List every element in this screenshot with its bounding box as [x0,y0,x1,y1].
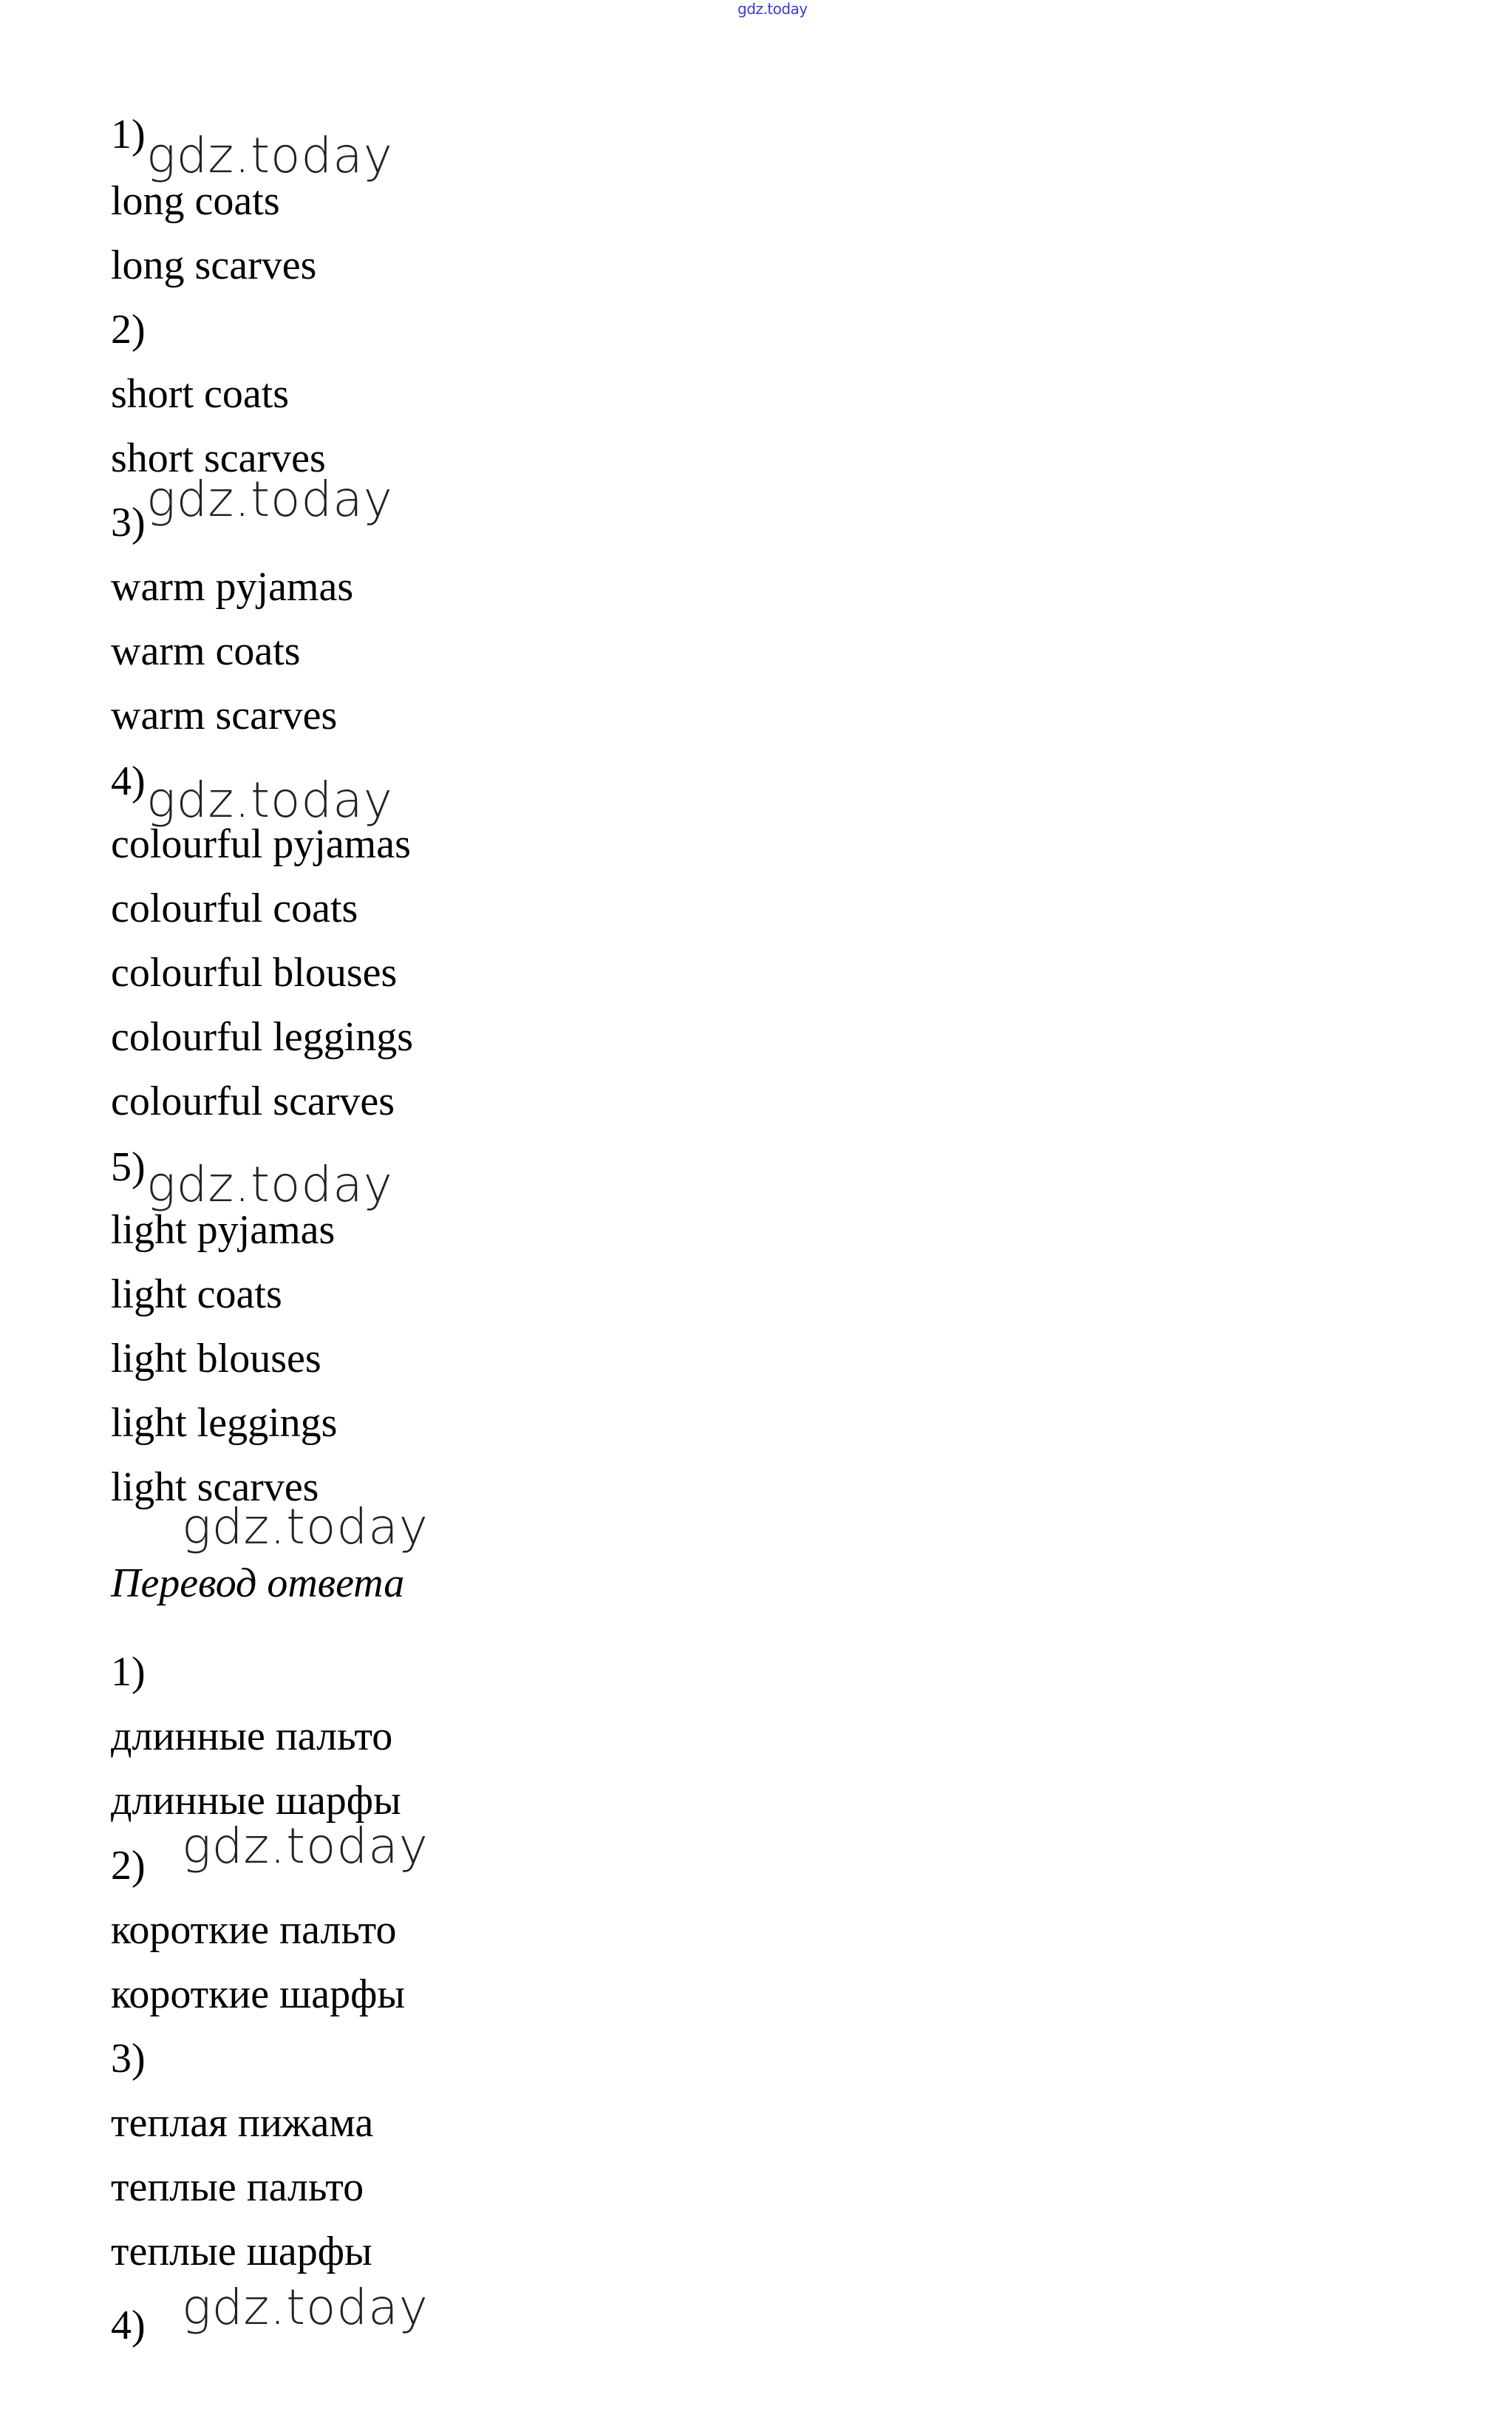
watermark-text: gdz.today [146,1156,393,1213]
item-number: 4) [111,2303,146,2348]
answer-line: colourful blouses [111,950,398,996]
answer-line: теплая пижама [111,2100,374,2146]
answer-line: теплые шарфы [111,2229,372,2274]
answer-line: короткие пальто [111,1907,397,1953]
item-number: 1) [111,112,146,157]
answer-line: long coats [111,178,280,224]
answer-line: теплые пальто [111,2164,364,2210]
answer-line: colourful leggings [111,1014,414,1060]
watermark-text: gdz.today [146,127,393,184]
watermark-text: gdz.today [146,471,393,528]
answer-line: light scarves [111,1464,319,1510]
answer-line: warm pyjamas [111,564,354,610]
header-watermark: gdz.today [738,0,808,18]
watermark-text: gdz.today [182,1498,429,1555]
answer-line: short coats [111,371,290,417]
answer-line: colourful coats [111,886,358,931]
item-number: 2) [111,307,146,353]
item-number: 3) [111,2036,146,2082]
answer-line: long scarves [111,242,317,288]
item-number: 2) [111,1843,146,1889]
answer-line: warm scarves [111,693,338,738]
answer-line: light blouses [111,1336,321,1382]
item-number: 4) [111,758,146,804]
watermark-text: gdz.today [146,772,393,829]
watermark-text: gdz.today [182,2279,429,2336]
translation-heading: Перевод ответа [111,1560,405,1606]
answer-line: colourful scarves [111,1078,395,1124]
answer-line: light coats [111,1271,282,1317]
answer-line: длинные шарфы [111,1778,401,1824]
answer-line: colourful pyjamas [111,821,411,867]
item-number: 3) [111,500,146,546]
item-number: 1) [111,1649,146,1695]
answer-line: light pyjamas [111,1207,336,1253]
answer-line: warm coats [111,628,301,674]
item-number: 5) [111,1144,146,1190]
answer-line: light leggings [111,1400,338,1446]
answer-line: short scarves [111,435,326,481]
watermark-text: gdz.today [182,1818,429,1875]
answer-line: длинные пальто [111,1713,393,1759]
answer-line: короткие шарфы [111,1971,406,2017]
